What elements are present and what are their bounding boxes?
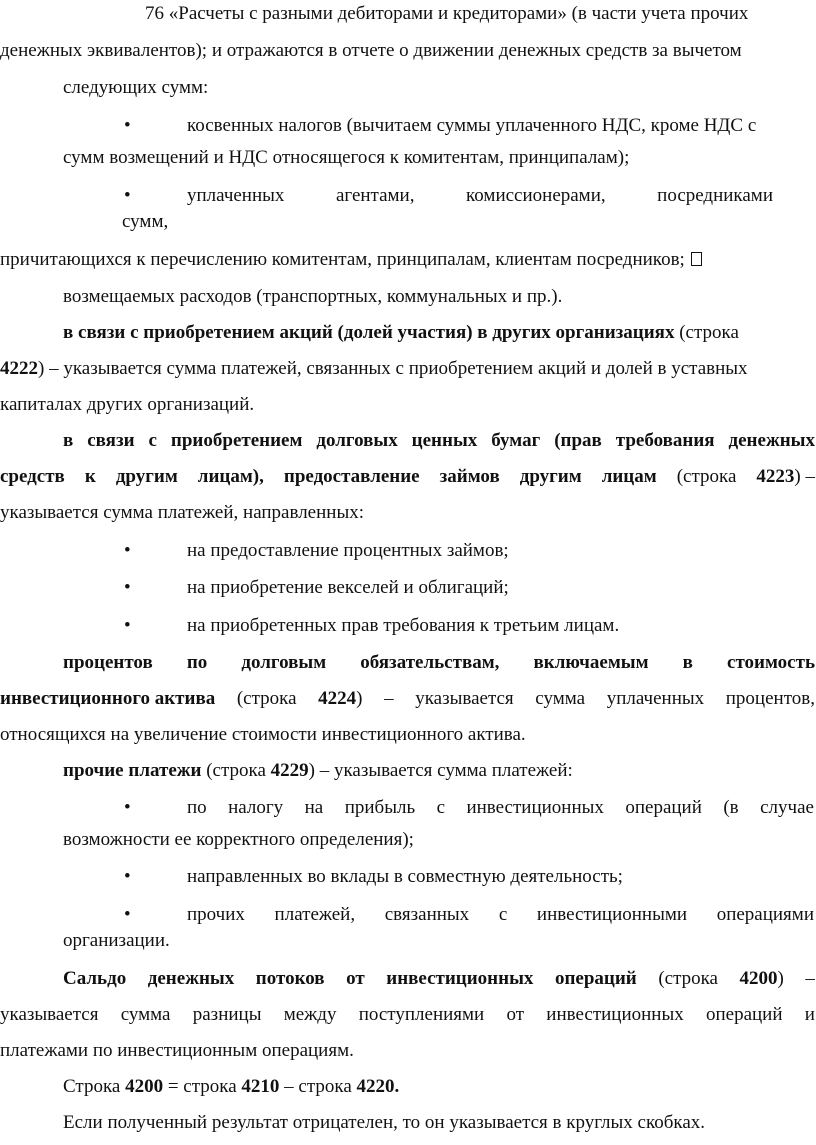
text-line: сумм возмещений и НДС относящегося к комитентам, принципалам);: [63, 147, 630, 168]
text-line: сумм,: [122, 211, 169, 232]
text-line: в связи с приобретением долговых ценных бумаг (прав требования денежных: [63, 430, 815, 451]
text-line: Если полученный результат отрицателен, то он указывается в круглых скобках.: [63, 1112, 706, 1133]
bullet-icon: •: [124, 540, 131, 561]
formula-line: Строка 4200 = строка 4210 – строка 4220.: [63, 1076, 400, 1097]
text-line: 4222) – указывается сумма платежей, связанных с приобретением акций и долей в уставных: [0, 358, 748, 379]
text-line: следующих сумм:: [63, 77, 209, 98]
text-line: денежных эквивалентов); и отражаются в отчете о движении денежных средств за вычетом: [0, 40, 742, 61]
text-line: платежами по инвестиционным операциям.: [0, 1040, 354, 1061]
bullet-icon: •: [124, 615, 131, 636]
list-item: на предоставление процентных займов;: [187, 540, 509, 561]
text-line: возможности ее корректного определения);: [63, 829, 414, 850]
bullet-icon: •: [124, 904, 131, 925]
text-line: средств к другим лицам), предоставление займов другим лицам (строка 4223) –: [0, 466, 815, 487]
text-line: относящихся на увеличение стоимости инвестиционного актива.: [0, 724, 526, 745]
bullet-icon: •: [124, 115, 131, 136]
bullet-icon: •: [124, 185, 131, 206]
text-line: указывается сумма разницы между поступлениями от инвестиционных операций и: [0, 1004, 815, 1025]
text-line: Сальдо денежных потоков от инвестиционных операций (строка 4200) –: [63, 968, 815, 989]
text-line: причитающихся к перечислению комитентам, принципалам, клиентам посредников;: [0, 247, 702, 273]
list-item: направленных во вклады в совместную деятельность;: [187, 866, 623, 887]
text-line: капиталах других организаций.: [0, 394, 255, 415]
list-item: на приобретенных прав требования к третьим лицам.: [187, 615, 620, 636]
bullet-icon: •: [124, 577, 131, 598]
bullet-icon: •: [124, 797, 131, 818]
text-line: в связи с приобретением акций (долей участия) в других организациях (строка: [63, 322, 739, 343]
text-line: процентов по долговым обязательствам, включаемым в стоимость: [63, 652, 815, 673]
text-line: инвестиционного актива (строка 4224) – указывается сумма уплаченных процентов,: [0, 688, 815, 709]
missing-glyph-icon: [691, 252, 702, 266]
list-item: уплаченных агентами, комиссионерами, посредниками: [187, 185, 773, 206]
list-item: на приобретение векселей и облигаций;: [187, 577, 509, 598]
list-item: косвенных налогов (вычитаем суммы уплаченного НДС, кроме НДС с: [187, 115, 757, 136]
list-item: по налогу на прибыль с инвестиционных операций (в случае: [187, 797, 814, 818]
list-item: прочих платежей, связанных с инвестиционными операциями: [187, 904, 814, 925]
bullet-icon: •: [124, 866, 131, 887]
text-line: 76 «Расчеты с разными дебиторами и кредиторами» (в части учета прочих: [145, 3, 749, 24]
text-line: организации.: [63, 930, 170, 951]
text-line: возмещаемых расходов (транспортных, коммунальных и пр.).: [63, 286, 563, 307]
text-line: прочие платежи (строка 4229) – указывается сумма платежей:: [63, 760, 573, 781]
text-line: указывается сумма платежей, направленных:: [0, 502, 364, 523]
